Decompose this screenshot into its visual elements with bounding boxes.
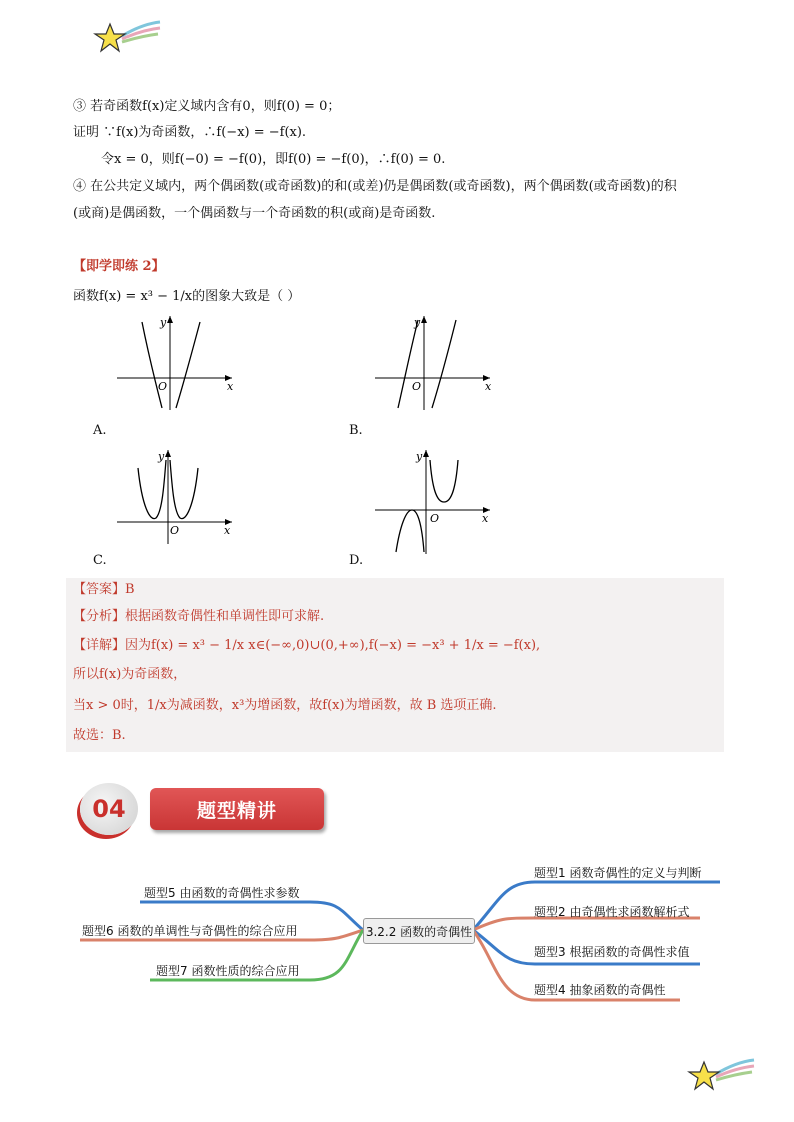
origin-label: O: [170, 524, 180, 537]
option-d-graph: [370, 446, 500, 556]
option-d-label: D.: [349, 553, 364, 568]
detail-line-4: 故选：B.: [73, 728, 126, 743]
exercise-question: 函数f(x) = x³ − 1/x的图象大致是（ ）: [73, 289, 301, 304]
property-3: ③ 若奇函数f(x)定义域内含有0，则f(0) = 0；: [73, 99, 341, 114]
star-decoration-icon: [686, 1056, 758, 1096]
x-axis-label: x: [227, 380, 234, 393]
mindmap-node-4: 题型4 抽象函数的奇偶性: [534, 983, 666, 997]
detail-line-2: 所以f(x)为奇函数，: [73, 667, 187, 682]
y-axis-label: y: [416, 450, 423, 463]
origin-label: O: [430, 512, 440, 525]
option-b-label: B.: [349, 423, 363, 438]
option-a-label: A.: [93, 423, 107, 438]
mindmap-center: 3.2.2 函数的奇偶性: [363, 918, 475, 944]
analysis-line: 【分析】根据函数奇偶性和单调性即可求解.: [73, 609, 325, 624]
section-title: 题型精讲: [150, 788, 324, 830]
y-axis-label: y: [414, 316, 421, 329]
mindmap-node-6: 题型6 函数的单调性与奇偶性的综合应用: [82, 924, 298, 938]
option-c-label: C.: [93, 553, 107, 568]
section-number-badge: 04: [80, 783, 138, 835]
mindmap-node-5: 题型5 由函数的奇偶性求参数: [144, 886, 300, 900]
answer-box: [66, 578, 724, 752]
y-axis-label: y: [158, 450, 165, 463]
x-axis-label: x: [224, 524, 231, 537]
y-axis-label: y: [160, 316, 167, 329]
proof-line-2: 令x = 0，则f(−0) = −f(0)，即f(0) = −f(0)，∴f(0) = 0.: [101, 152, 446, 167]
origin-label: O: [412, 380, 422, 393]
detail-line: 【详解】因为f(x) = x³ − 1/x x∈(−∞,0)∪(0,+∞),f(−x) = −x³ + 1/x = −f(x),: [73, 638, 541, 653]
x-axis-label: x: [485, 380, 492, 393]
star-decoration-icon: [92, 18, 164, 58]
mindmap-node-2: 题型2 由奇偶性求函数解析式: [534, 905, 690, 919]
property-4-line-1: ④ 在公共定义域内，两个偶函数(或奇函数)的和(或差)仍是偶函数(或奇函数)，两个偶函数(或奇函数)的积: [73, 179, 677, 194]
option-a-graph: [112, 312, 242, 412]
option-b-graph: [370, 312, 500, 412]
mindmap-node-7: 题型7 函数性质的综合应用: [156, 964, 300, 978]
option-c-graph: [112, 446, 242, 546]
proof-line-1: 证明 ∵f(x)为奇函数，∴f(−x) = −f(x).: [73, 125, 307, 140]
mindmap-node-1: 题型1 函数奇偶性的定义与判断: [534, 866, 702, 880]
detail-line-3: 当x > 0时，1/x为减函数，x³为增函数，故f(x)为增函数，故 B 选项正确.: [73, 698, 497, 713]
property-4-line-2: (或商)是偶函数，一个偶函数与一个奇函数的积(或商)是奇函数.: [73, 206, 436, 221]
answer-line: 【答案】B: [73, 582, 135, 597]
x-axis-label: x: [482, 512, 489, 525]
origin-label: O: [158, 380, 168, 393]
exercise-heading: 【即学即练 2】: [73, 259, 165, 274]
mindmap-node-3: 题型3 根据函数的奇偶性求值: [534, 945, 690, 959]
